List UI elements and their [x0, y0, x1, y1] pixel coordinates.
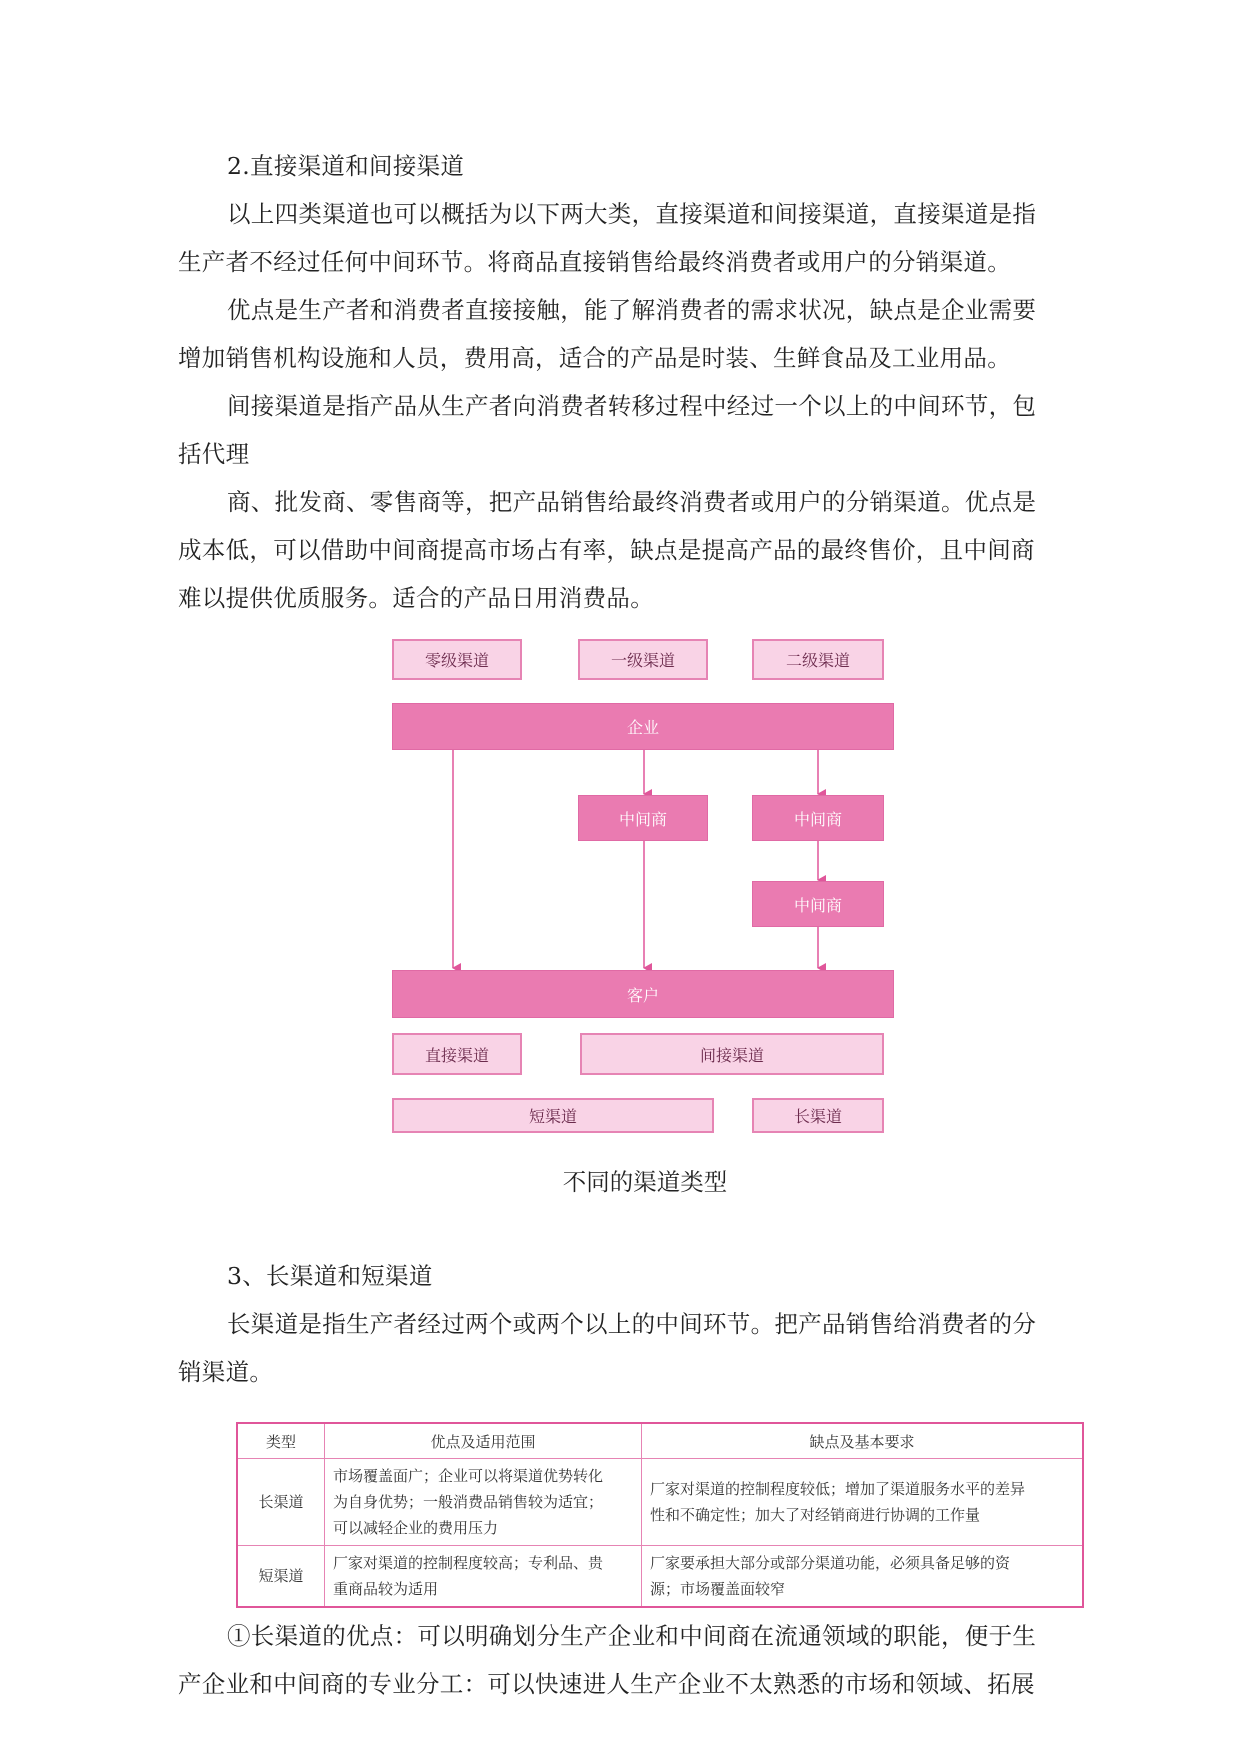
cell-line: 为自身优势；一般消费品销售较为适宜；: [333, 1493, 604, 1511]
paragraph-line: 生产者不经过任何中间环节。将商品直接销售给最终消费者或用户的分销渠道。: [178, 248, 1011, 276]
enterprise-box: 企业: [392, 703, 894, 750]
paragraph-line: ①长渠道的优点：可以明确划分生产企业和中间商在流通领域的职能，便于生: [227, 1622, 1037, 1650]
paragraph-line: 长渠道是指生产者经过两个或两个以上的中间环节。把产品销售给消费者的分: [227, 1310, 1037, 1338]
indirect-channel-box: 间接渠道: [580, 1033, 884, 1075]
middleman-box: 中间商: [578, 795, 708, 841]
cell-line: 可以减轻企业的费用压力: [333, 1519, 499, 1537]
paragraph-line: 产企业和中间商的专业分工：可以快速进人生产企业不太熟悉的市场和领域、拓展: [178, 1670, 1035, 1698]
table-header: 缺点及基本要求: [642, 1423, 1084, 1459]
table-header-row: [237, 1423, 1083, 1459]
paragraph-line: 括代理: [178, 440, 250, 468]
channel-comparison-table: [236, 1422, 1084, 1608]
middleman-box: 中间商: [752, 795, 884, 841]
cell-line: 重商品较为适用: [333, 1580, 439, 1598]
table-row: [237, 1459, 1083, 1546]
zero-level-box: 零级渠道: [392, 639, 522, 680]
section3-heading: 3、长渠道和短渠道: [227, 1262, 433, 1290]
paragraph-line: 商、批发商、零售商等，把产品销售给最终消费者或用户的分销渠道。优点是: [227, 488, 1037, 516]
middleman-box: 中间商: [752, 881, 884, 927]
table-header: 类型: [237, 1423, 325, 1459]
diagram-caption: 不同的渠道类型: [562, 1168, 728, 1196]
table-cell-cons: [642, 1459, 1084, 1546]
section2-heading: 2.直接渠道和间接渠道: [227, 152, 465, 180]
table-cell-pros: [325, 1459, 642, 1546]
paragraph-line: 优点是生产者和消费者直接接触，能了解消费者的需求状况，缺点是企业需要: [227, 296, 1037, 324]
table-header: 优点及适用范围: [325, 1423, 642, 1459]
paragraph-line: 成本低，可以借助中间商提高市场占有率，缺点是提高产品的最终售价，且中间商: [178, 536, 1035, 564]
cell-line: 厂家对渠道的控制程度较低；增加了渠道服务水平的差异: [650, 1480, 1026, 1498]
long-channel-box: 长渠道: [752, 1098, 884, 1133]
customer-box: 客户: [392, 970, 894, 1018]
cell-line: 厂家要承担大部分或部分渠道功能，必须具备足够的资: [650, 1554, 1011, 1572]
cell-line: 市场覆盖面广；企业可以将渠道优势转化: [333, 1467, 604, 1485]
table-cell-type: 长渠道: [237, 1459, 325, 1546]
cell-line: 性和不确定性；加大了对经销商进行协调的工作量: [650, 1506, 981, 1524]
cell-line: 厂家对渠道的控制程度较高；专利品、贵: [333, 1554, 604, 1572]
table-cell-type: 短渠道: [237, 1546, 325, 1608]
one-level-box: 一级渠道: [578, 639, 708, 680]
cell-line: 源；市场覆盖面较窄: [650, 1580, 786, 1598]
paragraph-line: 销渠道。: [178, 1358, 274, 1386]
table-row: [237, 1546, 1083, 1608]
paragraph-line: 难以提供优质服务。适合的产品日用消费品。: [178, 584, 654, 612]
paragraph-line: 增加销售机构设施和人员，费用高，适合的产品是时装、生鲜食品及工业用品。: [178, 344, 1011, 372]
table-cell-cons: [642, 1546, 1084, 1608]
two-level-box: 二级渠道: [752, 639, 884, 680]
paragraph-line: 间接渠道是指产品从生产者向消费者转移过程中经过一个以上的中间环节，包: [227, 392, 1037, 420]
short-channel-box: 短渠道: [392, 1098, 714, 1133]
direct-channel-box: 直接渠道: [392, 1033, 522, 1075]
table-cell-pros: [325, 1546, 642, 1608]
paragraph-line: 以上四类渠道也可以概括为以下两大类，直接渠道和间接渠道，直接渠道是指: [227, 200, 1037, 228]
